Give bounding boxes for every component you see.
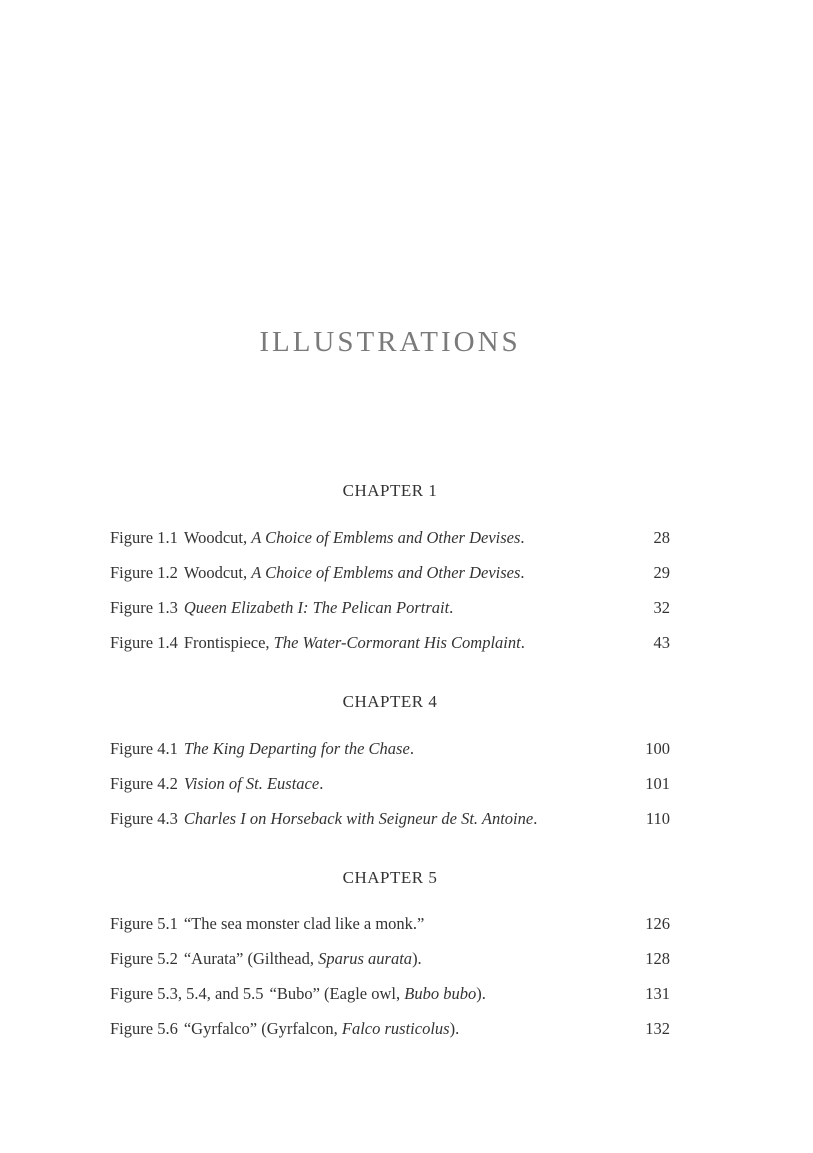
figure-number: Figure 5.3, 5.4, and 5.5 [110,984,264,1003]
caption-suffix: . [520,563,525,582]
caption-text: “Aurata” (Gilthead, [183,949,319,968]
caption-suffix: . [533,809,538,828]
list-item [110,528,670,550]
caption-title: The King Departing for the Chase [183,739,410,758]
chapter-heading-5: CHAPTER 5 [342,868,438,887]
page-number: 43 [653,633,670,652]
figure-caption [110,914,424,934]
caption-text: Woodcut, [183,563,252,582]
figure-caption [110,984,486,1004]
caption-title: Sparus aurata [318,949,413,968]
chapter-heading-4: CHAPTER 4 [342,692,438,711]
figure-number: Figure 1.2 [110,563,178,582]
caption-suffix: . [520,633,525,652]
caption-text: Frontispiece, [183,633,274,652]
caption-suffix: . [319,774,324,793]
figure-caption [110,774,323,794]
page-title: ILLUSTRATIONS [259,326,521,358]
page-number: 29 [653,563,670,582]
caption-suffix: ). [412,949,422,968]
figure-number: Figure 4.3 [110,809,178,828]
caption-text: “The sea monster clad like a monk.” [183,914,425,933]
figure-caption [110,598,453,618]
caption-title: Bubo bubo [404,984,477,1003]
caption-suffix: ). [476,984,486,1003]
page-number: 131 [645,984,670,1003]
figure-number: Figure 5.2 [110,949,178,968]
caption-suffix: ). [449,1019,460,1038]
list-item [110,563,670,585]
caption-suffix: . [409,739,414,758]
page-number: 126 [645,914,670,933]
list-item [110,949,670,971]
caption-title: The Water-Cormorant His Complaint [273,633,521,652]
list-item [110,633,670,655]
figure-caption [110,949,422,969]
figure-number: Figure 5.1 [110,914,178,933]
page-number: 128 [645,949,670,968]
caption-title: Queen Elizabeth I: The Pelican Portrait [183,598,450,617]
page-number: 32 [653,598,670,617]
figure-caption [110,1019,459,1039]
caption-title: A Choice of Emblems and Other Devises [251,563,521,582]
page-number: 28 [653,528,670,547]
list-item [110,739,670,761]
caption-text: “Gyrfalco” (Gyrfalcon, [183,1019,342,1038]
page-number: 100 [645,739,670,758]
chapter-heading-1: CHAPTER 1 [342,481,438,500]
figure-caption [110,563,525,583]
caption-title: Vision of St. Eustace [183,774,320,793]
figure-caption [110,633,525,653]
figure-number: Figure 4.2 [110,774,178,793]
list-item [110,598,670,620]
figure-number: Figure 1.4 [110,633,178,652]
list-item [110,809,670,831]
figure-number: Figure 4.1 [110,739,178,758]
figure-caption [110,809,537,829]
page-number: 132 [645,1019,670,1038]
caption-title: Charles I on Horseback with Seigneur de St. Antoine [183,809,534,828]
page-number: 110 [645,809,670,828]
caption-title: Falco rusticolus [341,1019,450,1038]
caption-suffix: . [449,598,454,617]
caption-title: A Choice of Emblems and Other Devises [251,528,521,547]
figure-caption [110,528,525,548]
page-number: 101 [645,774,670,793]
figure-number: Figure 5.6 [110,1019,178,1038]
list-item [110,1019,670,1041]
figure-number: Figure 1.3 [110,598,178,617]
list-item [110,914,670,936]
list-item [110,984,670,1006]
list-item [110,774,670,796]
caption-text: “Bubo” (Eagle owl, [269,984,405,1003]
figure-caption [110,739,414,759]
caption-suffix: . [520,528,525,547]
caption-text: Woodcut, [183,528,252,547]
figure-number: Figure 1.1 [110,528,178,547]
